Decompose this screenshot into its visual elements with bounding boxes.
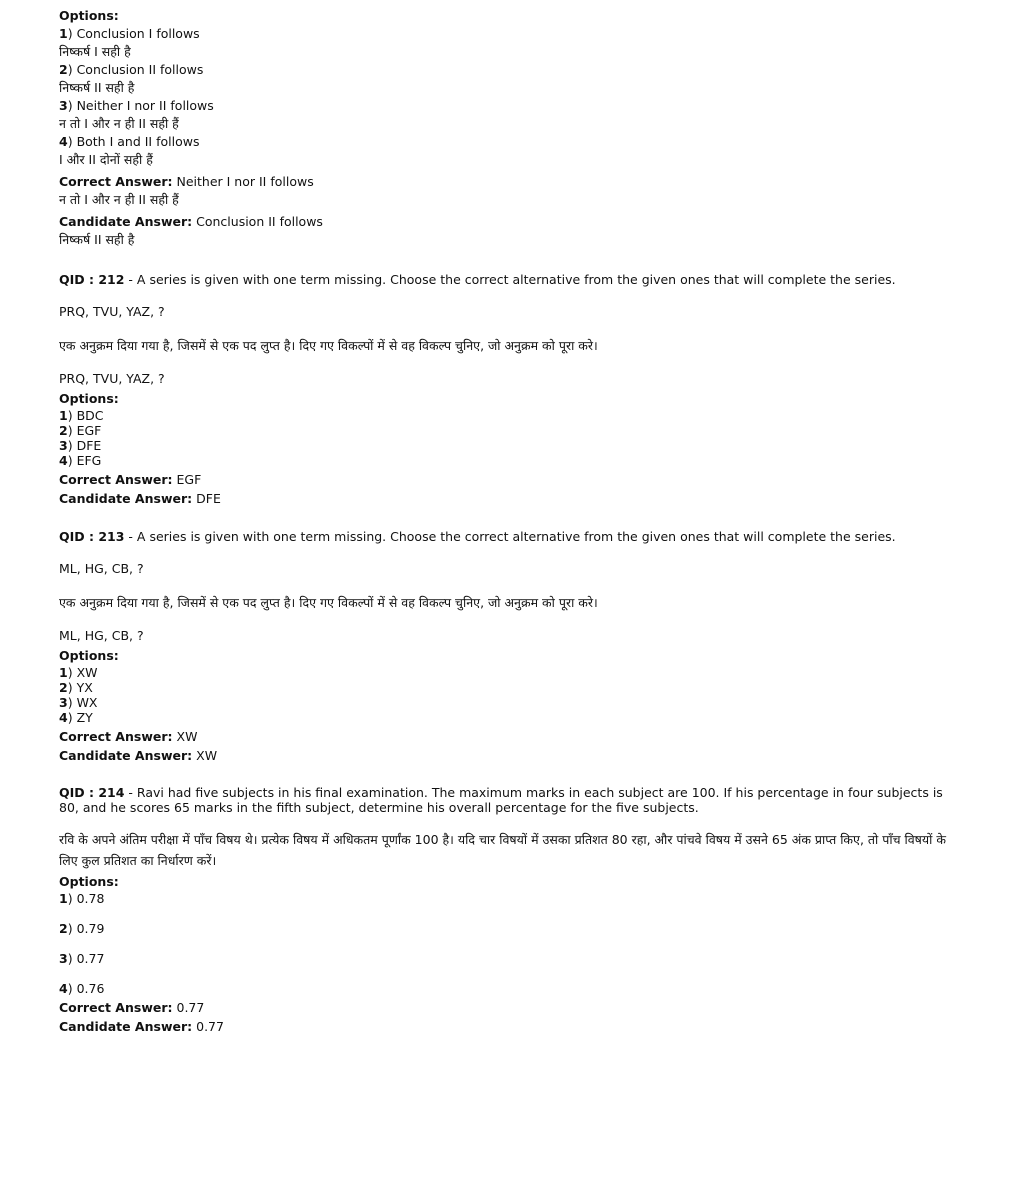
question-text: QID : 213 - A series is given with one term missing. Choose the correct alternative from the given ones that will complete the series. bbox=[59, 529, 896, 544]
question-text: QID : 214 - Ravi had five subjects in his final examination. The maximum marks in each subject are 100. If his percentage in four subjects is 80, and he scores 65 marks in the fifth subject, determine his overall percentage for the five subjects. bbox=[59, 785, 943, 815]
correct-answer: Correct Answer: Neither I nor II follows bbox=[59, 174, 314, 189]
question-text: QID : 212 - A series is given with one term missing. Choose the correct alternative from the given ones that will complete the series. bbox=[59, 272, 896, 287]
previous-question-tail bbox=[59, 7, 959, 249]
series-english: ML, HG, CB, ? bbox=[59, 561, 144, 576]
option-item: 2) 0.79 bbox=[59, 921, 105, 936]
options-heading: Options: bbox=[59, 391, 119, 406]
candidate-answer: Candidate Answer: Conclusion II follows bbox=[59, 214, 323, 229]
question-paper-page bbox=[59, 7, 959, 1036]
series-english: PRQ, TVU, YAZ, ? bbox=[59, 304, 165, 319]
option-item: 4) 0.76 bbox=[59, 981, 105, 996]
candidate-answer: Candidate Answer: 0.77 bbox=[59, 1019, 224, 1034]
option-item: 1) Conclusion I follows bbox=[59, 26, 200, 41]
option-item-hindi: I और II दोनों सही हैं bbox=[59, 152, 153, 167]
option-item: 3) Neither I nor II follows bbox=[59, 98, 214, 113]
option-item: 2) Conclusion II follows bbox=[59, 62, 204, 77]
series-hindi: PRQ, TVU, YAZ, ? bbox=[59, 371, 165, 386]
option-item: 4) ZY bbox=[59, 710, 93, 725]
option-item: 4) Both I and II follows bbox=[59, 134, 200, 149]
options-heading: Options: bbox=[59, 8, 119, 23]
option-item-hindi: निष्कर्ष II सही है bbox=[59, 80, 135, 95]
option-item: 1) BDC bbox=[59, 408, 104, 423]
correct-answer: Correct Answer: 0.77 bbox=[59, 1000, 205, 1015]
option-item: 2) YX bbox=[59, 680, 93, 695]
option-item: 3) DFE bbox=[59, 438, 102, 453]
option-item: 1) 0.78 bbox=[59, 891, 105, 906]
question-block-212 bbox=[59, 271, 959, 508]
question-text-hindi: रवि के अपने अंतिम परीक्षा में पाँच विषय थे। प्रत्येक विषय में अधिकतम पूर्णांक 100 है। यदि चार विषयों में उसका प्रतिशत 80 रहा, और पांचवे विषय में उसने 65 अंक प्राप्त किए, तो पाँच विषयों के लिए कुल प्रतिशत का निर्धारण करें। bbox=[59, 832, 946, 868]
options-heading: Options: bbox=[59, 648, 119, 663]
candidate-answer: Candidate Answer: DFE bbox=[59, 491, 221, 506]
question-text-hindi: एक अनुक्रम दिया गया है, जिसमें से एक पद लुप्त है। दिए गए विकल्पों में से वह विकल्प चुनिए, जो अनुक्रम को पूरा करे। bbox=[59, 338, 598, 353]
option-item-hindi: न तो I और न ही II सही हैं bbox=[59, 116, 179, 131]
option-item: 4) EFG bbox=[59, 453, 102, 468]
question-block-214 bbox=[59, 785, 959, 1036]
candidate-answer-hindi: निष्कर्ष II सही है bbox=[59, 232, 135, 247]
option-item-hindi: निष्कर्ष I सही है bbox=[59, 44, 131, 59]
option-item: 3) 0.77 bbox=[59, 951, 105, 966]
options-heading: Options: bbox=[59, 874, 119, 889]
correct-answer-hindi: न तो I और न ही II सही हैं bbox=[59, 192, 179, 207]
series-hindi: ML, HG, CB, ? bbox=[59, 628, 144, 643]
option-item: 2) EGF bbox=[59, 423, 102, 438]
option-item: 1) XW bbox=[59, 665, 98, 680]
correct-answer: Correct Answer: XW bbox=[59, 729, 198, 744]
candidate-answer: Candidate Answer: XW bbox=[59, 748, 218, 763]
question-block-213 bbox=[59, 528, 959, 765]
option-item: 3) WX bbox=[59, 695, 98, 710]
correct-answer: Correct Answer: EGF bbox=[59, 472, 202, 487]
question-text-hindi: एक अनुक्रम दिया गया है, जिसमें से एक पद लुप्त है। दिए गए विकल्पों में से वह विकल्प चुनिए, जो अनुक्रम को पूरा करे। bbox=[59, 595, 598, 610]
